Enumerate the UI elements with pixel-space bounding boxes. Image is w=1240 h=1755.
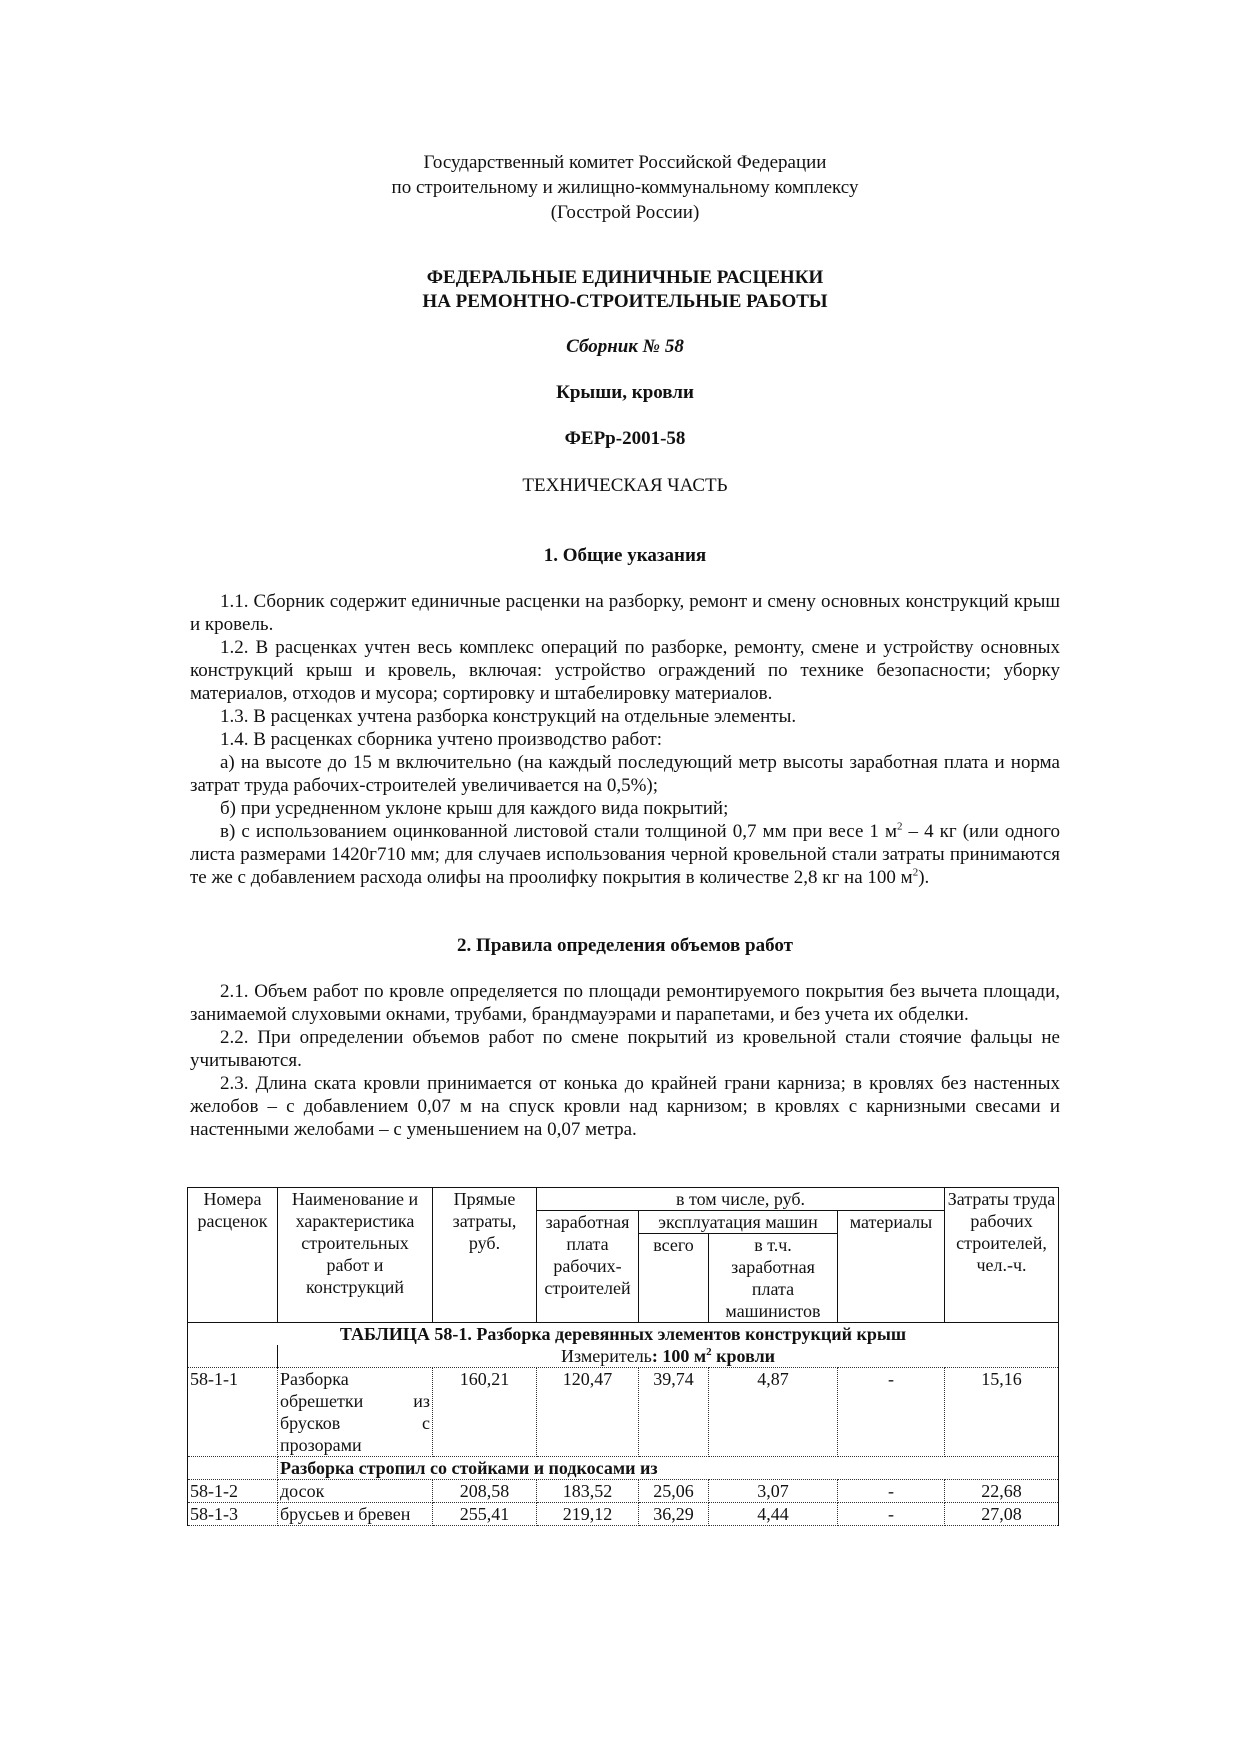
authority-line-1: Государственный комитет Российской Федерации xyxy=(423,152,827,173)
paragraph-1-4-c xyxy=(190,820,1060,889)
collection-subject: Крыши, кровли xyxy=(556,382,694,403)
row-labor: 22,68 xyxy=(945,1480,1059,1503)
rates-table xyxy=(187,1187,1059,1526)
rates-table-wrapper xyxy=(187,1187,1058,1526)
row-wages: 120,47 xyxy=(537,1368,639,1457)
paragraph-2-2: 2.2. При определении объемов работ по смене покрытий из кровельной стали стоячие фальцы не учитываются. xyxy=(190,1027,1060,1071)
section-2-body xyxy=(190,980,1060,1141)
row-machine-operator-wages: 4,87 xyxy=(709,1368,838,1457)
paragraph-2-1: 2.1. Объем работ по кровле определяется по площади ремонтируемого покрытия без вычета площади, занимаемой слуховыми окнами, трубами, брандмауэрами и парапетами, и без учета их обделки. xyxy=(190,981,1060,1025)
paragraph-1-4-c-part3: ). xyxy=(918,867,930,888)
table-caption: ТАБЛИЦА 58-1. Разборка деревянных элементов конструкций крыш xyxy=(188,1323,1059,1346)
authority-line-3: (Госстрой России) xyxy=(550,202,700,223)
title-line-2: НА РЕМОНТНО-СТРОИТЕЛЬНЫЕ РАБОТЫ xyxy=(422,291,828,312)
header-machine-operation: эксплуатация машин xyxy=(639,1211,838,1234)
subheader-spacer xyxy=(188,1457,278,1480)
paragraph-1-1: 1.1. Сборник содержит единичные расценки на разборку, ремонт и смену основных конструкций крыш и кровель. xyxy=(190,591,1060,635)
measure-unit xyxy=(278,1345,1059,1368)
title-line-1: ФЕДЕРАЛЬНЫЕ ЕДИНИЧНЫЕ РАСЦЕНКИ xyxy=(426,267,824,288)
section-2-title: 2. Правила определения объемов работ xyxy=(457,935,793,956)
table-subheader: Разборка стропил со стойками и подкосами из xyxy=(278,1457,1059,1480)
row-work-name: брусьев и бревен xyxy=(278,1503,433,1526)
row-labor: 15,16 xyxy=(945,1368,1059,1457)
superscript-2: 2 xyxy=(897,820,903,833)
document-code: ФЕРр-2001-58 xyxy=(564,428,686,449)
row-materials: - xyxy=(838,1480,945,1503)
document-title xyxy=(190,266,1060,314)
header-wages: заработная плата рабочих-строителей xyxy=(537,1211,639,1323)
paragraph-2-3: 2.3. Длина ската кровли принимается от конька до крайней грани карниза; в кровлях без настенных желобов – с добавлением 0,07 м на спуск кровли над карнизом; в кровлях с карнизными свесами и настенными желобами – с уменьшением на 0,07 метра. xyxy=(190,1073,1060,1140)
header-work-name: Наименование и характеристика строительных работ и конструкций xyxy=(278,1188,433,1323)
row-direct-costs: 160,21 xyxy=(433,1368,537,1457)
paragraph-1-3: 1.3. В расценках учтена разборка конструкций на отдельные элементы. xyxy=(220,706,797,727)
row-direct-costs: 255,41 xyxy=(433,1503,537,1526)
row-machine-operator-wages: 4,44 xyxy=(709,1503,838,1526)
collection-number: Сборник № 58 xyxy=(566,336,684,357)
paragraph-1-4-a: а) на высоте до 15 м включительно (на каждый последующий метр высоты заработная плата и норма затрат труда рабочих-строителей увеличивается на 0,5%); xyxy=(190,752,1060,796)
paragraph-1-2: 1.2. В расценках учтен весь комплекс операций по разборке, ремонту, смене и устройству основных конструкций крыш и кровель, включая: устройство ограждений по технике безопасности; уборку материалов, отходов и мусора; сортировку и штабелировку материалов. xyxy=(190,637,1060,704)
section-1-body xyxy=(190,590,1060,889)
row-wages: 183,52 xyxy=(537,1480,639,1503)
row-direct-costs: 208,58 xyxy=(433,1480,537,1503)
part-title: ТЕХНИЧЕСКАЯ ЧАСТЬ xyxy=(522,475,728,496)
paragraph-1-4-b: б) при усредненном уклоне крыш для каждого вида покрытий; xyxy=(220,798,729,819)
row-labor: 27,08 xyxy=(945,1503,1059,1526)
paragraph-1-4-c-part1: в) с использованием оцинкованной листовой стали толщиной 0,7 мм при весе 1 м xyxy=(220,821,897,842)
row-name-line-2: обрешетки из xyxy=(280,1391,430,1411)
row-materials: - xyxy=(838,1503,945,1526)
row-code: 58-1-1 xyxy=(188,1368,278,1457)
header-direct-costs: Прямые затраты, руб. xyxy=(433,1188,537,1323)
measure-label: Измеритель xyxy=(560,1346,652,1366)
paragraph-1-4: 1.4. В расценках сборника учтено производство работ: xyxy=(220,729,663,750)
row-name-line-4: прозорами xyxy=(280,1435,362,1455)
row-machines-total: 36,29 xyxy=(639,1503,709,1526)
measure-spacer xyxy=(188,1345,278,1368)
section-1-title: 1. Общие указания xyxy=(543,545,707,566)
row-materials: - xyxy=(838,1368,945,1457)
row-machines-total: 39,74 xyxy=(639,1368,709,1457)
header-labor-costs: Затраты труда рабочих строителей, чел.-ч. xyxy=(945,1188,1059,1323)
header-machine-operator-wages: в т.ч. заработная плата машинистов xyxy=(709,1234,838,1323)
row-name-line-1: Разборка xyxy=(280,1369,349,1389)
header-materials: материалы xyxy=(838,1211,945,1323)
row-work-name xyxy=(278,1368,433,1457)
header-rate-numbers: Номера расценок xyxy=(188,1188,278,1323)
paragraph-1-4-c-part2: – 4 кг (или одного листа размерами 1420г710 мм; для случаев использования черной кровельной стали затраты принимаются те же с добавлением расхода олифы на проолифку покрытия в количестве 2,8 кг на 100 м xyxy=(190,821,1060,888)
row-wages: 219,12 xyxy=(537,1503,639,1526)
row-name-line-3: брусков с xyxy=(280,1413,430,1433)
row-work-name: досок xyxy=(278,1480,433,1503)
row-machine-operator-wages: 3,07 xyxy=(709,1480,838,1503)
measure-value: : 100 $м^2$ кровли xyxy=(651,1346,776,1366)
row-code: 58-1-3 xyxy=(188,1503,278,1526)
issuing-authority xyxy=(190,150,1060,225)
authority-line-2: по строительному и жилищно-коммунальному комплексу xyxy=(391,177,859,198)
superscript-2b: 2 xyxy=(912,866,919,879)
header-including-group: в том числе, руб. xyxy=(537,1188,945,1211)
row-code: 58-1-2 xyxy=(188,1480,278,1503)
row-machines-total: 25,06 xyxy=(639,1480,709,1503)
header-machines-total: всего xyxy=(639,1234,709,1323)
